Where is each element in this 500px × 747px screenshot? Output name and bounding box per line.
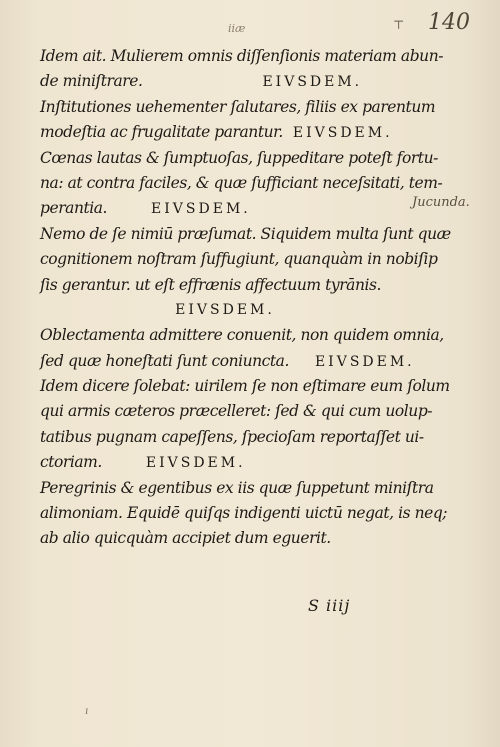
text-line: [40, 120, 410, 145]
line-text: alimoniam. Equidē quiſqs indigenti uictū negat, is neq;: [40, 504, 448, 523]
text-line: [40, 501, 448, 526]
section-heading: EIVSDEM.: [292, 125, 393, 142]
line-text: na: at contra faciles, & quæ ſufficiant neceſsitati, tem-: [40, 173, 443, 192]
text-line: [40, 95, 436, 120]
text-line: [40, 323, 444, 348]
section-heading: EIVSDEM.: [175, 301, 275, 318]
line-text: ſis gerantur. ut eſt effrænis affectuum tyrānis.: [40, 275, 381, 294]
text-line: [40, 476, 434, 501]
line-text: de miniſtrare.: [40, 72, 143, 91]
text-line: [40, 298, 410, 323]
margin-note: Jucunda.: [412, 195, 470, 210]
folio-number: 140: [428, 10, 470, 35]
text-line: [40, 196, 410, 221]
section-heading: EIVSDEM.: [314, 353, 415, 370]
section-heading: EIVSDEM.: [145, 455, 246, 472]
line-text: Idem dicere ſolebat: uirilem ſe non eſtimare eum ſolum: [40, 377, 450, 396]
section-heading: EIVSDEM.: [151, 201, 251, 218]
section-heading: EIVSDEM.: [262, 74, 363, 91]
folio-mark: ⊤: [393, 18, 405, 32]
text-line: [40, 526, 410, 551]
text-line: [40, 44, 444, 69]
text-line: [40, 374, 450, 399]
text-line: [40, 222, 451, 247]
line-text: Cœnas lautas & ſumptuoſas, ſuppeditare poteſt fortu-: [40, 148, 438, 167]
line-text: ab alio quicquàm accipiet dum eguerit.: [40, 529, 331, 548]
text-line: [40, 450, 410, 475]
line-text: Idem ait. Mulierem omnis diſſenſionis materiam abun-: [40, 47, 444, 65]
text-line: [40, 247, 438, 272]
line-text: Nemo de ſe nimiū præſumat. Siquidem multa ſunt quæ: [40, 224, 451, 243]
line-text: Peregrinis & egentibus ex iis quæ ſuppetunt miniſtra: [40, 478, 434, 497]
text-line: [40, 349, 415, 374]
line-text: ſed quæ honeſtati ſunt coniuncta.: [40, 351, 289, 370]
text-line: [40, 399, 433, 424]
line-text: qui armis cæteros præcelleret: ſed & qui cum uolup-: [40, 402, 433, 421]
text-line: [40, 171, 443, 196]
line-text: Inſtitutiones uehementer ſalutares, filiis ex parentum: [40, 97, 436, 116]
line-text: ctoriam.: [40, 453, 102, 472]
text-line: [40, 425, 424, 450]
text-line: [40, 146, 438, 171]
signature-mark: S iiij: [308, 596, 351, 615]
line-text: cognitionem noſtram ſuffugiunt, quanquàm in nobiſip: [40, 250, 438, 269]
line-text: modeſtia ac frugalitate parantur.: [40, 123, 283, 142]
text-line: [40, 273, 410, 298]
top-mark: iiæ: [228, 22, 246, 35]
line-text: Oblectamenta admittere conuenit, non quidem omnia,: [40, 326, 444, 345]
line-text: perantia.: [40, 199, 108, 218]
bottom-mark: ı: [85, 706, 89, 717]
line-text: tatibus pugnam capeſſens, ſpecioſam reportaſſet ui-: [40, 427, 424, 446]
text-line: [40, 69, 410, 94]
